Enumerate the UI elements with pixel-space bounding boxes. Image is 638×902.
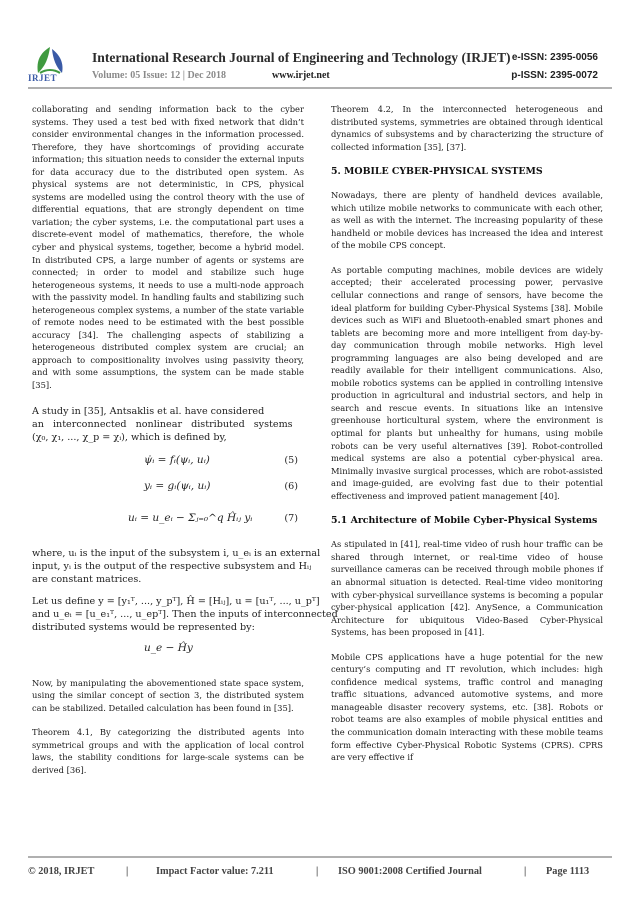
volume-issue: Volume: 05 Issue: 12 | Dec 2018 [92,70,227,81]
section-heading: 5. MOBILE CYBER-PHYSICAL SYSTEMS [331,166,543,178]
paragraph: As portable computing machines, mobile devices are widely accepted; their accelerated processing power, pervasive cellular connections and range of sensors, have become the ideal platform for building Cyber-Physical Systems [38]. Mobile devices such as WiFi and Bluetooth-enabled smart phones and tablets are becoming more and more intelligent from day-by-day communication through mobile networks. High level programming languages are also being developed and are readily available for their intelligent communications. Also, mobile robotics systems can be applied in controlling intensive production in agricultural and industrial sectors, and help in search and rescue events. In situations like an intensive greenhouse horticultural system, where the environment is optimal for plants but unhealthy for humans, using mobile robots can be very useful alternatives [39]. Robot-controlled medical systems are also a potential cyber-physical area. Minimally invasive surgical processes, which are robot-assisted and image-guided, are evolving fast due to their potential effectiveness and improved patient management [40]. [331,264,603,501]
math-text-line: an interconnected nonlinear distributed systems [32,418,293,430]
footer-impact-factor: Impact Factor value: 7.211 [156,866,274,877]
subsection-heading: 5.1 Architecture of Mobile Cyber-Physical Systems [331,515,598,527]
math-text-line: and u_eᵢ = [u_e₁ᵀ, ..., u_epᵀ]. Then the inputs of interconnected [32,608,338,620]
page-header [0,0,638,86]
equation-number: (6) [284,480,298,492]
paragraph: Theorem 4.1, By categorizing the distributed agents into symmetrical groups and with the application of local control laws, the stability conditions for large-scale systems can be derived [36]. [32,727,304,775]
math-text-line: (χ₀, χ₁, ..., χ_p = χᵢ), which is defined by, [32,431,227,443]
pissn: p-ISSN: 2395-0072 [511,70,598,81]
footer-separator: | [316,866,319,877]
footer-page-number: Page 1113 [546,866,590,877]
math-text-line: Let us define y = [y₁ᵀ, ..., y_pᵀ], Ĥ = [Hᵢⱼ], u = [u₁ᵀ, ..., u_pᵀ] [32,595,320,607]
journal-website: www.irjet.net [272,70,330,81]
footer-separator: | [126,866,129,877]
paragraph: collaborating and sending information back to the cyber systems. They used a test bed with fixed network that didn’t consider environmental changes in the information processed. Therefore, they have shortcomings of providing accurate information; this situation needs to consider the external inputs for data accuracy due to the distributed open system. As physical systems are not deterministic, in CPS, physical systems are modelled using the control theory with the use of differential equations, that are strongly dependent on time variation; the cyber systems, i.e. the computational part uses a discrete-event model of mathematics, therefore, the whole cyber and physical systems, together, become a hybrid model. In distributed CPS, a large number of agents or systems are connected; in order to model and stabilize such huge heterogeneous systems, it needs to use a multi-node approach with the passivity model. In handling faults and stabilizing such heterogeneous complex systems, a number of the state variable of remote nodes need to be estimated with the best possible accuracy [34]. The challenging aspects of stabilizing a heterogeneous distributed complex system are crucial; an approach to compositionality involves using passivity theory, and with some assumptions, the system can be made stable [35]. [32,104,304,391]
paragraph: Mobile CPS applications have a huge potential for the new century’s computing and IT revolution, which includes: high confidence medical systems, traffic control and managing traffic situations, advanced automotive systems, and more manageable disaster recovery systems, etc. [38]. Robots or robot teams are also examples of mobile physical entities and the communication domain interacting with these mobile teams form effective Cyber-Physical Robotic Systems (CPRS). CPRS are very effective if [331,651,603,763]
equation-number: (5) [284,454,298,466]
logo-text: IRJET [28,73,58,83]
equation-number: (7) [284,512,298,524]
equation-6: yᵢ = gᵢ(ψᵢ, uᵢ) [144,479,211,492]
left-column [32,103,338,788]
footer-separator: | [524,866,527,877]
footer-copyright: © 2018, IRJET [28,866,95,877]
equation-final: u_e − Ĥy [144,641,193,654]
equation-7: uᵢ = u_eᵢ − Σⱼ₌₀^q Ĥᵢⱼ yᵢ [128,511,253,524]
journal-title: International Research Journal of Engineering and Technology (IRJET) [92,50,511,65]
math-text-line: are constant matrices. [32,573,142,585]
equation-block [32,404,338,661]
math-text-line: A study in [35], Antsaklis et al. have considered [32,405,265,417]
paragraph: Now, by manipulating the abovementioned state space system, using the similar concept of section 3, the distributed system can be stabilized. Detailed calculation has been found in [35]. [32,677,304,713]
footer-iso: ISO 9001:2008 Certified Journal [338,866,482,877]
paragraph: As stipulated in [41], real-time video of rush hour traffic can be shared through internet, or real-time video of house surveillance cameras can be received through mobile phones if an abnormal situation is detected. Real-time video monitoring with cyber-physical surveillance systems is becoming a popular cyber-physical application [42]. AnySence, a Communication Architecture for ubiquitous Video-Based Cyber-Physical Systems, has been proposed in [41]. [331,539,603,638]
footer-divider [28,856,612,858]
math-text-line: distributed systems would be represented by: [32,621,255,633]
eissn: e-ISSN: 2395-0056 [511,52,598,63]
header-divider [28,87,612,89]
equation-5: ψ̇ᵢ = fᵢ(ψᵢ, uᵢ) [144,453,210,466]
right-column [331,103,603,776]
math-text-line: where, uᵢ is the input of the subsystem i, u_eᵢ is an external [32,547,321,559]
paragraph: Nowadays, there are plenty of handheld devices available, which utilize mobile networks to communicate with each other, as well as with the internet. The increasing popularity of these handheld or mobile devices has increased the idea and interest of the mobile CPS concept. [331,190,603,251]
paragraph: Theorem 4.2, In the interconnected heterogeneous and distributed systems, symmetries are obtained through identical dynamics of subsystems and by characterizing the structure of collected information [35], [37]. [331,104,603,152]
math-text-line: input, yᵢ is the output of the respective subsystem and Hᵢⱼ [32,560,312,572]
